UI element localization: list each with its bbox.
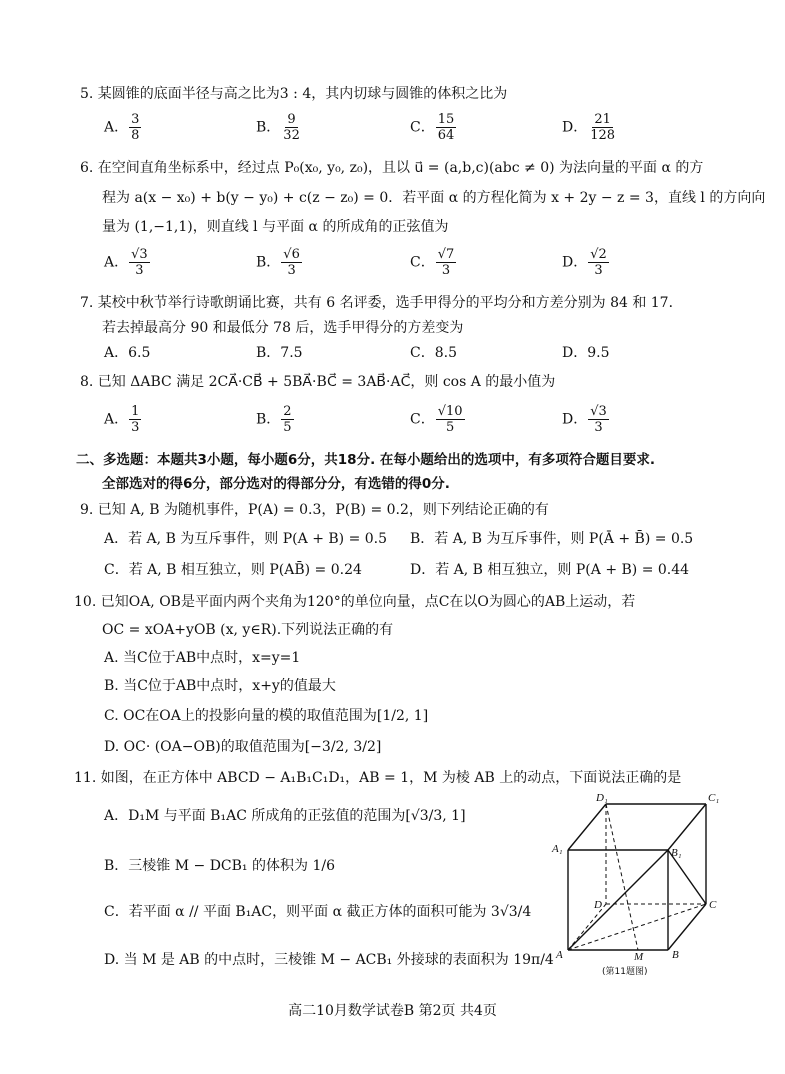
q11-option-d: D. 当 M 是 AB 的中点时，三棱锥 M − ACB₁ 外接球的表面积为 19π/4 [104,952,554,968]
q6-line-1: 6. 在空间直角坐标系中，经过点 P₀(x₀, y₀, z₀)，且以 u⃗ = (a,b,c)(abc ≠ 0) 为法向量的平面 α 的方 [80,160,704,176]
q8-option-c: C． $\frac{√10}{5}$ [410,404,463,435]
q9-stem: 9. 已知 A, B 为随机事件，P(A) = 0.3，P(B) = 0.2，则下列结论正确的有 [80,502,549,518]
q11-option-c: C．若平面 α // 平面 B₁AC，则平面 α 截正方体的面积可能为 3√3/4 [104,904,532,920]
label-d: D [594,899,602,911]
label-d1: D₁ [596,792,608,804]
q6-option-b: B． $\frac{√6}{3}$ [256,247,300,278]
q10-line-2: OC = xOA+yOB (x, y∈R).下列说法正确的有 [102,622,394,638]
q8-stem: 8. 已知 ΔABC 满足 2CA⃗·CB⃗ + 5BA⃗·BC⃗ = 3AB⃗·AC⃗，则 cos A 的最小值为 [80,374,556,390]
q8-option-b: B． $\frac{2}{5}$ [256,404,292,435]
label-a1: A₁ [552,843,563,855]
q5-option-b: B． $\frac{9}{32}$ [256,112,300,143]
q9-option-c: C．若 A, B 相互独立，则 P(AB̄) = 0.24 [104,562,362,578]
q9-option-a: A．若 A, B 为互斥事件，则 P(A + B) = 0.5 [104,531,388,547]
q10-option-d: D. OC· (OA−OB)的取值范围为[−3/2, 3/2] [104,739,382,755]
q10-option-a: A. 当C位于AB中点时，x=y=1 [104,650,301,666]
section2-line-2: 全部选对的得6分，部分选对的得部分分，有选错的得0分. [102,476,450,492]
q7-option-a: A．6.5 [104,345,151,361]
q9-option-b: B．若 A, B 为互斥事件，则 P(Ā + B̄) = 0.5 [410,531,694,547]
label-c1: C₁ [708,792,720,804]
label-c: C [709,899,717,911]
q6-line-3: 量为 (1,−1,1)，则直线 l 与平面 α 的所成角的正弦值为 [102,219,449,235]
q7-option-d: D．9.5 [562,345,610,361]
q10-line-1: 10. 已知OA, OB是平面内两个夹角为120°的单位向量，点C在以O为圆心的AB上运动，若 [74,594,636,610]
cube-figure [548,790,728,980]
figure-caption: (第11题图) [602,967,648,977]
label-a: A [556,949,563,961]
q5-option-c: C． $\frac{15}{64}$ [410,112,455,143]
q11-stem: 11. 如图，在正方体中 ABCD − A₁B₁C₁D₁，AB = 1，M 为棱 AB 上的动点，下面说法正确的是 [74,770,682,786]
q11-option-a: A．D₁M 与平面 B₁AC 所成角的正弦值的范围为[√3/3, 1] [104,808,466,824]
page-footer: 高二10月数学试卷B 第2页 共4页 [288,1003,497,1019]
q10-option-b: B. 当C位于AB中点时，x+y的值最大 [104,678,336,694]
q6-option-d: D． $\frac{√2}{3}$ [562,247,607,278]
q6-option-a: A． $\frac{√3}{3}$ [104,247,148,278]
section2-line-1: 二、多选题：本题共3小题，每小题6分，共18分. 在每小题给出的选项中，有多项符合题目要求. [76,452,656,468]
q7-line-1: 7. 某校中秋节举行诗歌朗诵比赛，共有 6 名评委，选手甲得分的平均分和方差分别为 84 和 17． [80,295,683,311]
q8-option-a: A． $\frac{1}{3}$ [104,404,140,435]
q9-option-d: D．若 A, B 相互独立，则 P(A + B) = 0.44 [410,562,690,578]
q5-option-d: D． $\frac{21}{128}$ [562,112,616,143]
q7-option-b: B．7.5 [256,345,303,361]
q7-line-2: 若去掉最高分 90 和最低分 78 后，选手甲得分的方差变为 [102,320,464,336]
q5-option-a: A． $\frac{3}{8}$ [104,112,140,143]
q7-option-c: C．8.5 [410,345,457,361]
q11-option-b: B．三棱锥 M − DCB₁ 的体积为 1/6 [104,858,335,874]
q5-stem: 5. 某圆锥的底面半径与高之比为3 : 4，其内切球与圆锥的体积之比为 [80,86,508,102]
q6-option-c: C． $\frac{√7}{3}$ [410,247,455,278]
label-b: B [672,949,679,961]
q6-line-2: 程为 a(x − x₀) + b(y − y₀) + c(z − z₀) = 0．若平面 α 的方程化简为 x + 2y − z = 3，直线 l 的方向向 [102,190,766,206]
q8-option-d: D． $\frac{√3}{3}$ [562,404,607,435]
label-b1: B₁ [671,847,682,859]
q10-option-c: C. OC在OA上的投影向量的模的取值范围为[1/2, 1] [104,708,429,724]
label-m: M [634,951,644,963]
